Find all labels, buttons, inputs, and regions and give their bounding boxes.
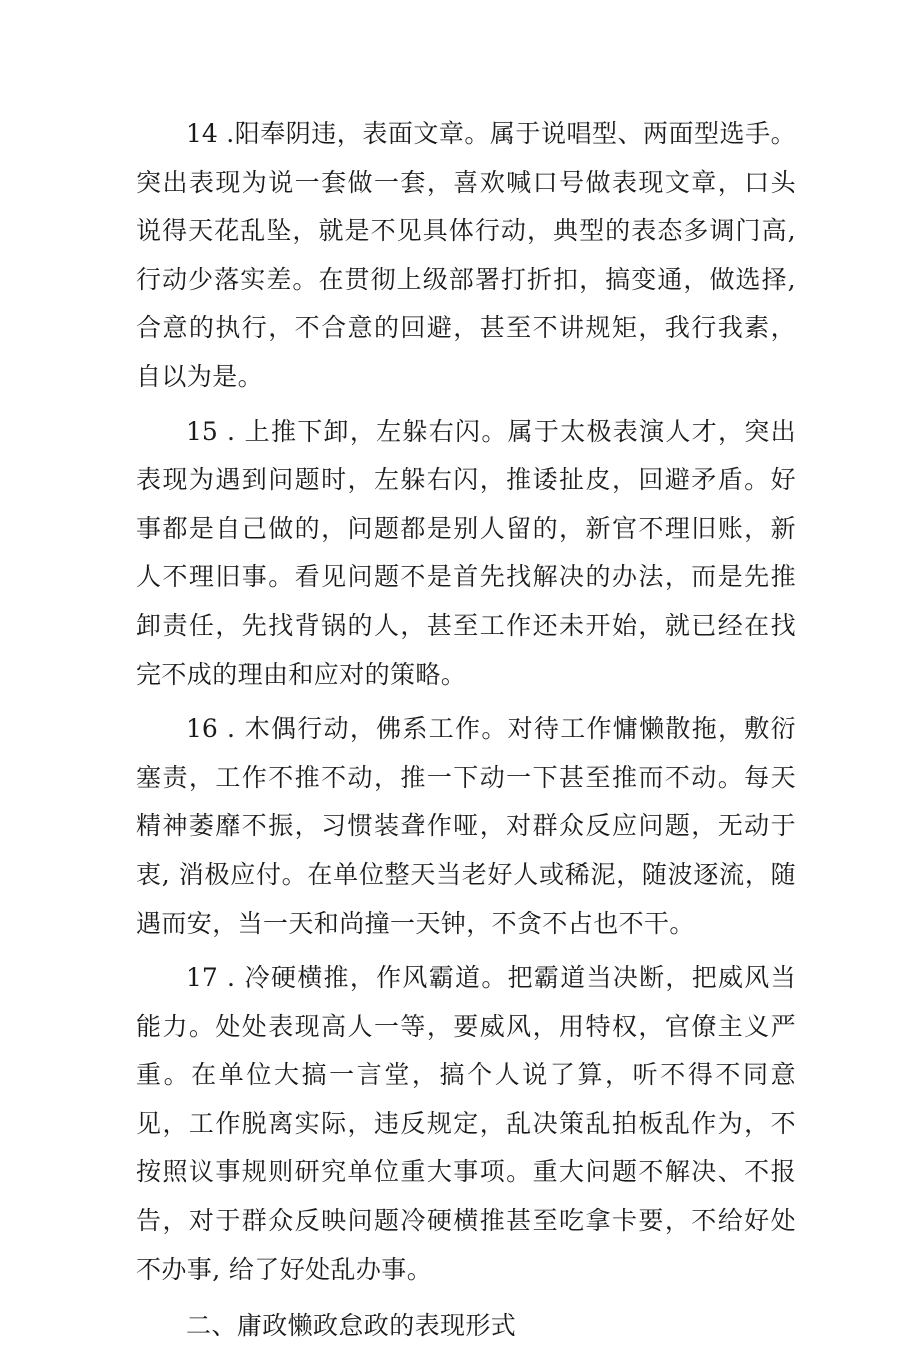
- section-heading: 二、庸政懒政怠政的表现形式: [186, 1311, 517, 1341]
- paragraph-15: [136, 408, 796, 700]
- paragraph-14: [136, 110, 796, 402]
- paragraph-16: [136, 705, 796, 948]
- paragraph-number: 16: [186, 714, 218, 744]
- paragraph-number: 15: [186, 416, 218, 446]
- paragraph-text: . 冷硬横推，作风霸道。把霸道当决断，把威风当能力。处处表现高人一等，要威风，用特权，官僚主义严重。在单位大搞一言堂，搞个人说了算，听不得不同意见，工作脱离实际，违反规定，乱决策乱拍板乱作为，不按照议事规则研究单位重大事项。重大问题不解决、不报告，对于群众反映问题冷硬横推甚至吃拿卡要，不给好处不办事, 给了好处乱办事。: [136, 963, 796, 1284]
- paragraph-number: 14: [186, 119, 218, 148]
- document-body: [136, 110, 796, 1351]
- paragraph-text: . 上推下卸，左躲右闪。属于太极表演人才，突出表现为遇到问题时，左躲右闪，推诿扯皮，回避矛盾。好事都是自己做的，问题都是别人留的，新官不理旧账，新人不理旧事。看见问题不是首先找解决的办法，而是先推卸责任，先找背锅的人，甚至工作还未开始，就已经在找完不成的理由和应对的策略。: [136, 416, 796, 689]
- paragraph-number: 17: [186, 963, 218, 993]
- paragraph-text: .阳奉阴违，表面文章。属于说唱型、两面型选手。突出表现为说一套做一套，喜欢喊口号做表现文章，口头说得天花乱坠，就是不见具体行动，典型的表态多调门高, 行动少落实差。在贯彻上级部署打折扣，搞变通，做选择, 合意的执行，不合意的回避，甚至不讲规矩，我行我素，自以为是。: [136, 119, 796, 391]
- paragraph-17: [136, 954, 796, 1294]
- paragraph-text: . 木偶行动，佛系工作。对待工作慵懒散拖，敷衍塞责，工作不推不动，推一下动一下甚至推而不动。每天精神萎靡不振，习惯装聋作哑，对群众反应问题，无动于衷, 消极应付。在单位整天当老好人或稀泥，随波逐流，随遇而安，当一天和尚撞一天钟，不贪不占也不干。: [136, 714, 796, 938]
